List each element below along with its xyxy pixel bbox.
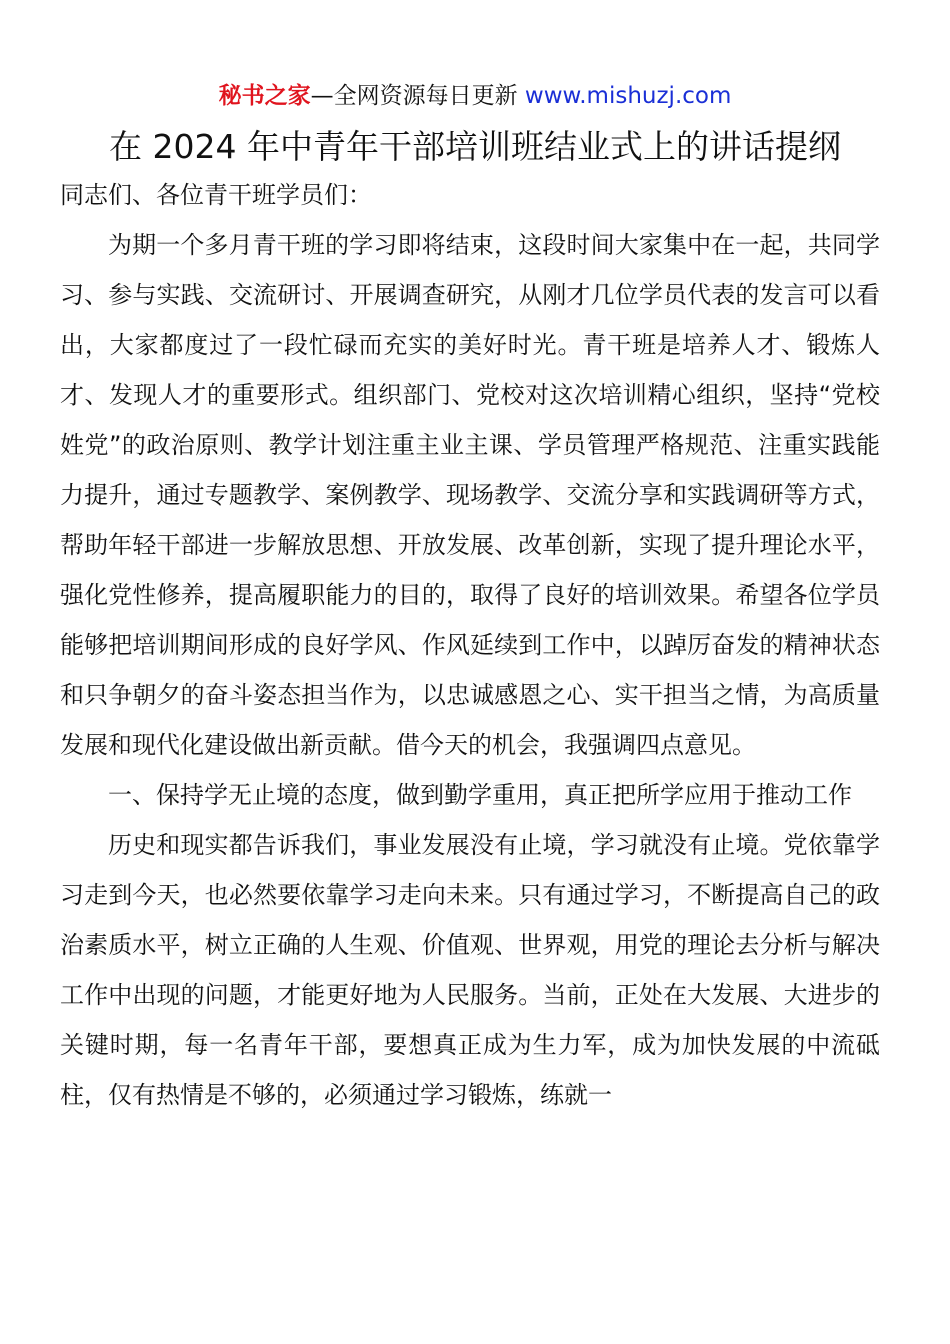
document-body xyxy=(60,170,880,1120)
section-heading: 一、保持学无止境的态度，做到勤学重用，真正把所学应用于推动工作 xyxy=(108,781,852,809)
brand-name: 秘书之家 xyxy=(218,83,311,109)
site-url-link[interactable]: www.mishuzj.com xyxy=(524,83,732,109)
site-header xyxy=(0,80,950,112)
header-tagline: —全网资源每日更新 xyxy=(310,83,525,109)
section-paragraph: 历史和现实都告诉我们，事业发展没有止境，学习就没有止境。党依靠学习走到今天，也必然要依靠学习走向未来。只有通过学习，不断提高自己的政治素质水平，树立正确的人生观、价值观、世界观，用党的理论去分析与解决工作中出现的问题，才能更好地为人民服务。当前，正处在大发展、大进步的关键时期，每一名青年干部，要想真正成为生力军，成为加快发展的中流砥柱，仅有热情是不够的，必须通过学习锻炼，练就一 xyxy=(60,831,880,1109)
document-title: 在 2024 年中青年干部培训班结业式上的讲话提纲 xyxy=(109,127,841,166)
intro-paragraph: 为期一个多月青干班的学习即将结束，这段时间大家集中在一起，共同学习、参与实践、交流研讨、开展调查研究，从刚才几位学员代表的发言可以看出，大家都度过了一段忙碌而充实的美好时光。青干班是培养人才、锻炼人才、发现人才的重要形式。组织部门、党校对这次培训精心组织，坚持“党校姓党”的政治原则、教学计划注重主业主课、学员管理严格规范、注重实践能力提升，通过专题教学、案例教学、现场教学、交流分享和实践调研等方式，帮助年轻干部进一步解放思想、开放发展、改革创新，实现了提升理论水平，强化党性修养，提高履职能力的目的，取得了良好的培训效果。希望各位学员能够把培训期间形成的良好学风、作风延续到工作中，以踔厉奋发的精神状态和只争朝夕的奋斗姿态担当作为，以忠诚感恩之心、实干担当之情，为高质量发展和现代化建设做出新贡献。借今天的机会，我强调四点意见。 xyxy=(60,231,880,759)
salutation: 同志们、各位青干班学员们： xyxy=(60,181,372,209)
